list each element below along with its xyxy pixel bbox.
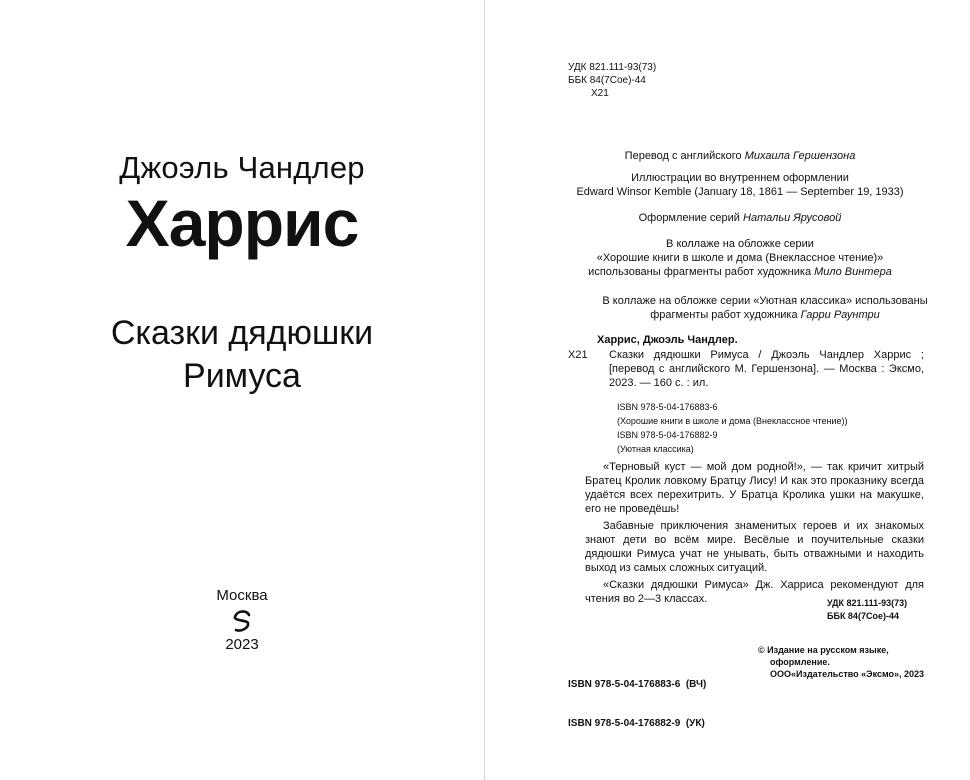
biblio-series-1: (Хорошие книги в школе и дома (Внеклассное чтение)) (617, 416, 848, 426)
classification-top (568, 61, 656, 100)
udk-code: УДК 821.111-93(73) (568, 62, 657, 73)
publication-year: 2023 (225, 636, 259, 653)
book-title-line2: Римуса (183, 357, 301, 395)
annotation-paragraph-2: Забавные приключения знаменитых героев и их знакомых знают дети во всём мире. Весёлые и поучительные сказки дядюшки Римуса учат не унывать, быть отважными и находить выход из самых сложных ситуаций. (585, 520, 924, 574)
udk-code-bottom: УДК 821.111-93(73) (827, 598, 908, 608)
copyright-line-3: ООО«Издательство «Эксмо», 2023 (770, 669, 925, 679)
eksmo-logo-icon (229, 607, 255, 637)
book-title-line1: Сказки дядюшки (110, 314, 374, 352)
design-credit (535, 211, 945, 225)
biblio-code: Х21 (568, 349, 588, 361)
illustrator-name: Edward Winsor Kemble (January 18, 1861 — September 19, 1933) (576, 186, 904, 198)
imprint-page (485, 0, 970, 780)
collage1-artist: Мило Винтера (814, 266, 892, 278)
classification-bottom (827, 597, 907, 622)
design-label: Оформление серий (638, 212, 744, 224)
copyright-line-2: оформление. (770, 657, 830, 667)
author-first-name: Джоэль Чандлер (119, 150, 365, 185)
publication-city: Москва (216, 587, 268, 604)
bbk-code-bottom: ББК 84(7Сое)-44 (827, 611, 899, 621)
translation-label: Перевод с английского (624, 150, 745, 162)
collage1-line3 (535, 265, 945, 279)
biblio-isbn-2: ISBN 978-5-04-176882-9 (617, 430, 718, 440)
isbn-bottom-2: ISBN 978-5-04-176882-9 (УК) (568, 718, 705, 729)
translator-name: Михаила Гершензона (744, 150, 856, 162)
annotation (585, 460, 924, 606)
illustrations-label: Иллюстрации во внутреннем оформлении (631, 172, 849, 184)
annotation-paragraph-3: «Сказки дядюшки Римуса» Дж. Харриса рекомендуют для чтения во 2—3 классах. (585, 579, 924, 605)
title-page (0, 0, 484, 780)
biblio-isbn-block (617, 401, 847, 455)
annotation-paragraph-1: «Терновый куст — мой дом родной!», — так кричит хитрый Братец Кролик ловкому Братцу Лису! И как это проказнику всегда удаётся всех перехитрить. У Братца Кролика ушки на макушке, его не проведёшь! (585, 461, 924, 515)
isbn-bottom (568, 652, 706, 756)
collage2-line1: В коллаже на обложке серии «Уютная классика» использованы (602, 295, 928, 307)
author-surname: Харрис (125, 186, 359, 260)
collage1-line2: «Хорошие книги в школе и дома (Внеклассное чтение)» (596, 252, 884, 264)
book-title (0, 312, 484, 398)
biblio-heading: Харрис, Джоэль Чандлер. (597, 334, 738, 346)
collage1-line3-label: использованы фрагменты работ художника (588, 266, 815, 278)
collage2-line2 (565, 308, 965, 322)
collage2-line2-label: фрагменты работ художника (650, 309, 801, 321)
collage1-line1: В коллаже на обложке серии (666, 238, 814, 250)
bbk-code: ББК 84(7Сое)-44 (568, 75, 646, 86)
isbn-bottom-1: ISBN 978-5-04-176883-6 (ВЧ) (568, 679, 707, 690)
copyright-line-1: © Издание на русском языке, (758, 645, 889, 655)
copyright (758, 644, 924, 680)
biblio-series-2: (Уютная классика) (617, 444, 694, 454)
collage-credit-1 (535, 237, 945, 279)
biblio-isbn-1: ISBN 978-5-04-176883-6 (617, 402, 718, 412)
collage-credit-2 (565, 294, 965, 322)
translation-credit (535, 149, 945, 163)
collage2-artist: Гарри Раунтри (800, 309, 880, 321)
illustrations-credit (535, 171, 945, 199)
author-mark: Х21 (591, 88, 609, 99)
designer-name: Натальи Ярусовой (743, 212, 842, 224)
biblio-description: Сказки дядюшки Римуса / Джоэль Чандлер Харрис ; [перевод с английского М. Гершензона]. — Москва : Эксмо, 2023. — 160 с. : ил. (609, 349, 924, 389)
